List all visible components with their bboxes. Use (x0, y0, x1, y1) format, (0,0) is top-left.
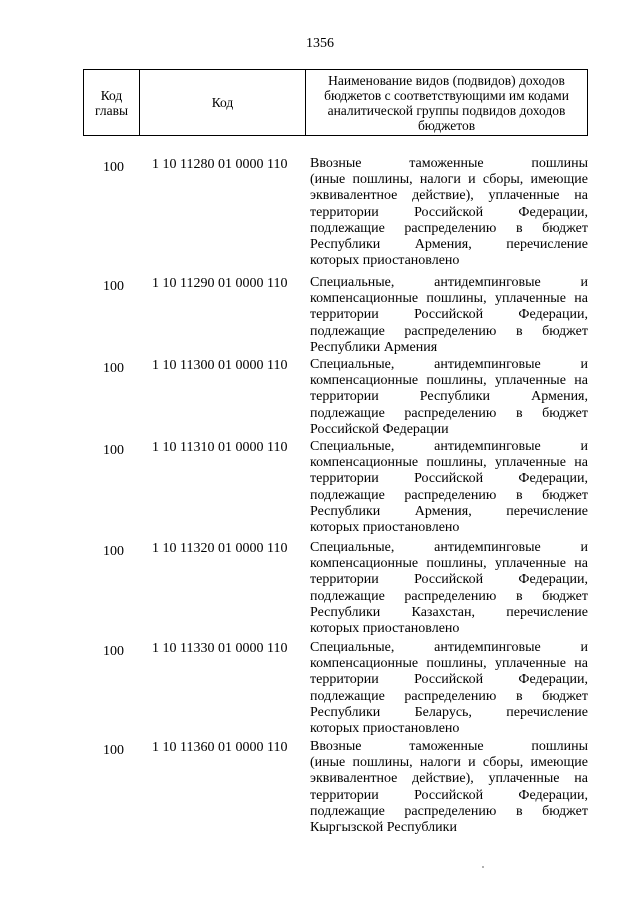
description-cell (310, 156, 588, 269)
description-line: Республики Армения, перечисление (310, 503, 588, 519)
description-line: территории Российской Федерации, (310, 672, 588, 688)
description-line: которых приостановлено (310, 621, 460, 637)
chapter-code-cell: 100 (103, 544, 124, 559)
description-line: подлежащие распределению в бюджет (310, 688, 588, 704)
description-line: Специальные, антидемпинговые и (310, 439, 588, 454)
description-line: компенсационные пошлины, уплаченные на (310, 656, 588, 672)
budget-code-cell: 1 10 11330 01 0000 110 (152, 641, 288, 656)
description-line: эквивалентное действие), уплаченные на (310, 771, 588, 787)
description-cell (310, 540, 588, 637)
description-line: компенсационные пошлины, уплаченные на (310, 455, 588, 471)
description-line: компенсационные пошлины, уплаченные на (310, 556, 588, 572)
description-line: Республики Казахстан, перечисление (310, 604, 588, 620)
description-line: Специальные, антидемпинговые и (310, 640, 588, 655)
chapter-code-cell: 100 (103, 743, 124, 758)
description-line: Республики Армения, перечисление (310, 237, 588, 253)
description-line: которых приостановлено (310, 253, 460, 269)
budget-code-cell: 1 10 11300 01 0000 110 (152, 358, 288, 373)
description-line: территории Российской Федерации, (310, 572, 588, 588)
description-cell (310, 357, 588, 438)
description-cell (310, 739, 588, 836)
chapter-code-cell: 100 (103, 160, 124, 175)
description-line: (иные пошлины, налоги и сборы, имеющие (310, 172, 588, 188)
description-line: эквивалентное действие), уплаченные на (310, 188, 588, 204)
description-line: территории Российской Федерации, (310, 307, 588, 323)
budget-code-cell: 1 10 11320 01 0000 110 (152, 541, 288, 556)
chapter-code-cell: 100 (103, 361, 124, 376)
description-cell (310, 275, 588, 356)
budget-code-cell: 1 10 11280 01 0000 110 (152, 157, 288, 172)
description-line: территории Российской Федерации, (310, 787, 588, 803)
description-line: Специальные, антидемпинговые и (310, 540, 588, 555)
description-line: территории Республики Армения, (310, 389, 588, 405)
description-line: (иные пошлины, налоги и сборы, имеющие (310, 755, 588, 771)
description-line: Кыргызской Республики (310, 820, 457, 836)
header-chapter-code: Код главы (84, 70, 140, 135)
description-line: подлежащие распределению в бюджет (310, 588, 588, 604)
page-number: 1356 (306, 36, 334, 51)
description-line: компенсационные пошлины, уплаченные на (310, 373, 588, 389)
budget-code-cell: 1 10 11310 01 0000 110 (152, 440, 288, 455)
description-line: Республики Армения (310, 339, 438, 355)
header-name: Наименование видов (подвидов) доходов бюджетов с соответствующими им кодами аналитической группы подвидов доходов бюджетов (324, 72, 569, 133)
description-line: территории Российской Федерации, (310, 204, 588, 220)
scan-speck (482, 866, 484, 868)
budget-code-cell: 1 10 11290 01 0000 110 (152, 276, 288, 291)
description-line: которых приостановлено (310, 520, 460, 536)
description-line: Специальные, антидемпинговые и (310, 275, 588, 290)
chapter-code-cell: 100 (103, 644, 124, 659)
description-line: подлежащие распределению в бюджет (310, 803, 588, 819)
description-line: компенсационные пошлины, уплаченные на (310, 291, 588, 307)
description-cell (310, 439, 588, 536)
description-line: подлежащие распределению в бюджет (310, 323, 588, 339)
table-header (83, 69, 588, 136)
description-line: подлежащие распределению в бюджет (310, 405, 588, 421)
description-cell (310, 640, 588, 737)
chapter-code-cell: 100 (103, 443, 124, 458)
description-line: Специальные, антидемпинговые и (310, 357, 588, 372)
description-line: которых приостановлено (310, 721, 460, 737)
description-line: Российской Федерации (310, 421, 449, 437)
description-line: Республики Беларусь, перечисление (310, 704, 588, 720)
description-line: подлежащие распределению в бюджет (310, 487, 588, 503)
header-code: Код (140, 70, 306, 135)
description-line: подлежащие распределению в бюджет (310, 220, 588, 236)
budget-code-cell: 1 10 11360 01 0000 110 (152, 740, 288, 755)
description-line: территории Российской Федерации, (310, 471, 588, 487)
description-line: Ввозные таможенные пошлины (310, 739, 588, 754)
description-line: Ввозные таможенные пошлины (310, 156, 588, 171)
chapter-code-cell: 100 (103, 279, 124, 294)
